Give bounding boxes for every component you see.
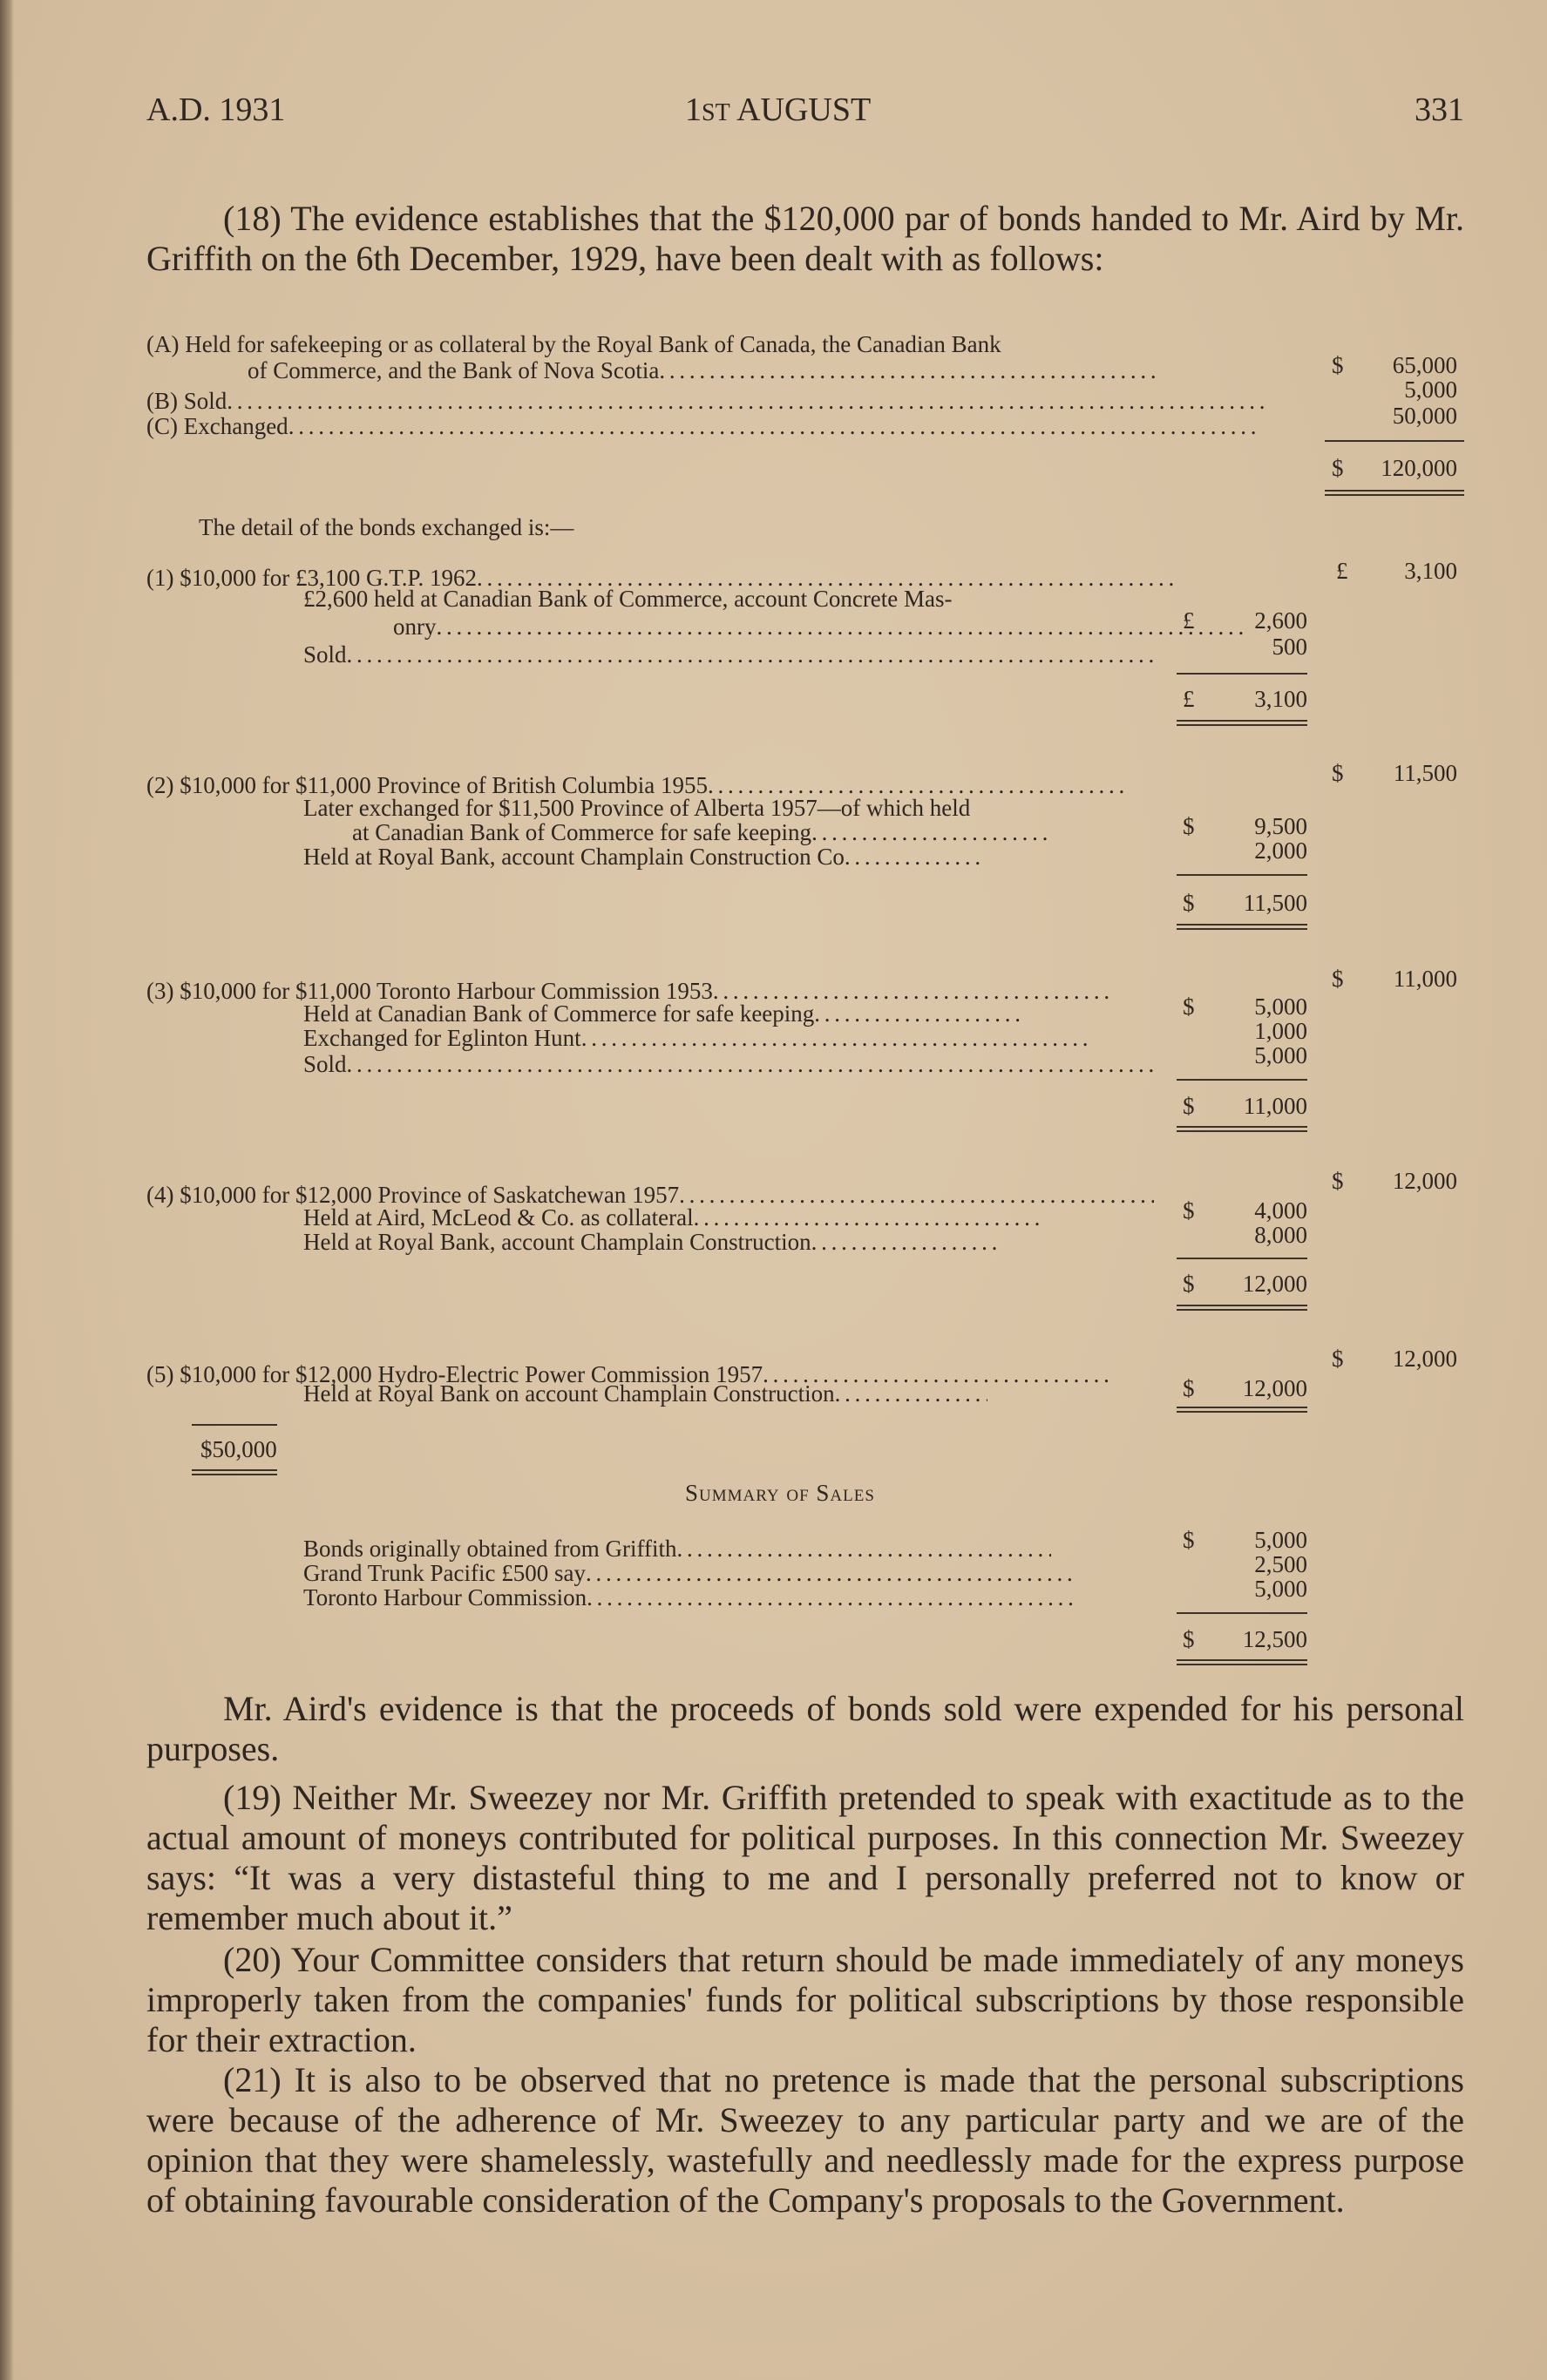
item-1-total: 3,100 <box>1254 686 1307 712</box>
paragraph-aird-evidence: Mr. Aird's evidence is that the proceeds of bonds sold were expended for his personal purposes. <box>146 1689 1464 1768</box>
page-number: 331 <box>1415 92 1464 128</box>
item-2-sub2-amount: 2,000 <box>1254 837 1307 864</box>
paragraph-20: (20) Your Committee considers that return should be made immediately of any moneys improperly taken from the companies' funds for political subscriptions by those responsible for their extraction. <box>146 1940 1464 2059</box>
double-rule <box>1177 720 1307 726</box>
paragraph-18: (18) The evidence establishes that the $120,000 par of bonds handed to Mr. Aird by Mr. Griffith on the 6th December, 1929, have been dealt with as follows: <box>146 199 1464 278</box>
sum-exchanged: $50,000 <box>200 1436 277 1462</box>
item-4-amount: 12,000 <box>1392 1168 1457 1194</box>
total-currency: $ <box>1332 455 1344 481</box>
item-2-sub2: Held at Royal Bank, account Champlain Construction Co. . . <box>303 844 984 871</box>
header-year: A.D. 1931 <box>146 92 286 128</box>
item-2-sub1-amount: 9,500 <box>1254 813 1307 839</box>
paragraph-21: (21) It is also to be observed that no pretence is made that the personal subscriptions were because of the adherence of Mr. Sweezey to any particular party and we are of the opinion that they were shamelessly, wastefully and needlessly made for the express purpose of obtaining favourable consideration of the Company's proposals to the Government. <box>146 2060 1464 2220</box>
item-3-currency: $ <box>1332 966 1344 992</box>
part-a-line2: of Commerce, and the Bank of Nova Scotia. . . <box>248 357 1160 384</box>
item-3-sub1-amount: 5,000 <box>1254 993 1307 1020</box>
summary-line-3-amount: 5,000 <box>1254 1576 1307 1602</box>
summary-line-1: Bonds originally obtained from Griffith. . . <box>303 1536 1051 1563</box>
item-3-label: (3) $10,000 for $11,000 Toronto Harbour Commission 1953. . . <box>146 978 1114 1005</box>
item-2-currency: $ <box>1332 760 1344 786</box>
rule <box>1177 1079 1307 1081</box>
item-3-sub1: Held at Canadian Bank of Commerce for safe keeping. . . <box>303 1000 1023 1027</box>
item-3-total: 11,000 <box>1243 1093 1307 1119</box>
item-4-sub2: Held at Royal Bank, account Champlain Construction. . . <box>303 1229 1003 1256</box>
item-1-sub1-amount: 2,600 <box>1254 607 1307 634</box>
double-rule <box>1177 924 1307 930</box>
rule <box>1177 1258 1307 1259</box>
header-date: 1ST AUGUST <box>685 92 872 128</box>
item-3-sub3: Sold. . . <box>303 1051 1157 1078</box>
item-5-amount: 12,000 <box>1392 1346 1457 1372</box>
item-2-total: 11,500 <box>1243 890 1307 916</box>
item-3-sub3-amount: 5,000 <box>1254 1042 1307 1068</box>
item-1-sub1-currency: £ <box>1183 607 1195 634</box>
rule <box>1325 440 1464 442</box>
item-1-total-currency: £ <box>1183 686 1195 712</box>
item-1-sub1b: onry. . . <box>393 614 1247 641</box>
part-a-line1: (A) Held for safekeeping or as collateral by the Royal Bank of Canada, the Canadian Bank <box>146 331 1001 357</box>
item-1-currency: £ <box>1336 558 1348 584</box>
summary-line-1-currency: $ <box>1183 1527 1195 1553</box>
item-4-currency: $ <box>1332 1168 1344 1194</box>
item-2-sub1-currency: $ <box>1183 813 1195 839</box>
item-2-total-currency: $ <box>1183 890 1195 916</box>
item-3-sub1-currency: $ <box>1183 993 1195 1020</box>
total-120000: 120,000 <box>1381 455 1457 481</box>
item-1-sub2: Sold. . . <box>303 641 1157 668</box>
part-b-label: (B) Sold. . . <box>146 388 1264 415</box>
item-2-sub1a: Later exchanged for $11,500 Province of Alberta 1957—of which held <box>303 795 971 821</box>
item-5-currency: $ <box>1332 1346 1344 1372</box>
double-rule <box>1177 1305 1307 1311</box>
item-2-label: (2) $10,000 for $11,000 Province of British Columbia 1955. . . <box>146 772 1126 799</box>
paragraph-19: (19) Neither Mr. Sweezey nor Mr. Griffith pretended to speak with exactitude as to the actual amount of moneys contributed for political purposes. In this connection Mr. Sweezey says: “It was a very distasteful thing to me and I personally preferred not to know or remember much about it.” <box>146 1778 1464 1937</box>
item-3-total-currency: $ <box>1183 1093 1195 1119</box>
part-c-label: (C) Exchanged. . . <box>146 413 1256 440</box>
item-4-sub2-amount: 8,000 <box>1254 1222 1307 1248</box>
item-4-label: (4) $10,000 for $12,000 Province of Saskatchewan 1957. . . <box>146 1182 1154 1209</box>
summary-line-2: Grand Trunk Pacific £500 say. . . <box>303 1560 1074 1587</box>
item-4-sub1: Held at Aird, McLeod & Co. as collateral. . . <box>303 1204 1042 1231</box>
item-1-label: (1) $10,000 for £3,100 G.T.P. 1962. . . <box>146 565 1174 592</box>
item-1-sub1a: £2,600 held at Canadian Bank of Commerce, account Concrete Mas- <box>303 586 953 612</box>
item-2-sub1b: at Canadian Bank of Commerce for safe keeping. . . <box>352 819 1047 846</box>
item-3-sub2: Exchanged for Eglinton Hunt. . . <box>303 1025 1087 1052</box>
item-4-sub1-currency: $ <box>1183 1197 1195 1224</box>
item-1-sub2-amount: 500 <box>1272 634 1307 660</box>
summary-total: 12,500 <box>1242 1626 1307 1652</box>
part-b-amount: 5,000 <box>1404 376 1457 403</box>
book-spine-shadow <box>0 0 14 2380</box>
item-4-total-currency: $ <box>1183 1271 1195 1297</box>
double-rule <box>1177 1126 1307 1132</box>
rule <box>192 1424 277 1426</box>
item-5-label: (5) $10,000 for $12,000 Hydro-Electric Power Commission 1957. . . <box>146 1361 1111 1388</box>
item-4-sub1-amount: 4,000 <box>1254 1197 1307 1224</box>
double-rule <box>1177 1407 1307 1413</box>
part-a-amount: 65,000 <box>1392 352 1457 378</box>
item-2-amount: 11,500 <box>1393 760 1457 786</box>
item-4-total: 12,000 <box>1242 1271 1307 1297</box>
detail-intro: The detail of the bonds exchanged is:— <box>199 514 574 540</box>
rule <box>1177 874 1307 876</box>
item-1-amount: 3,100 <box>1404 558 1457 584</box>
item-3-sub2-amount: 1,000 <box>1254 1018 1307 1044</box>
double-rule <box>1177 1659 1307 1665</box>
double-rule <box>1325 490 1464 496</box>
summary-total-currency: $ <box>1183 1626 1195 1652</box>
summary-line-2-amount: 2,500 <box>1254 1551 1307 1577</box>
part-c-amount: 50,000 <box>1392 403 1457 429</box>
item-3-amount: 11,000 <box>1393 966 1457 992</box>
summary-line-1-amount: 5,000 <box>1254 1527 1307 1553</box>
summary-line-3: Toronto Harbour Commission. . . <box>303 1584 1075 1611</box>
rule <box>1177 1612 1307 1614</box>
rule <box>1177 673 1307 675</box>
item-5-sub1: Held at Royal Bank on account Champlain Construction. . . <box>303 1380 987 1407</box>
summary-title: Summary of Sales <box>685 1480 875 1506</box>
double-rule <box>192 1469 277 1475</box>
part-a-currency: $ <box>1332 352 1344 378</box>
item-5-sub1-amount: 12,000 <box>1242 1375 1307 1401</box>
item-5-sub1-currency: $ <box>1183 1375 1195 1401</box>
